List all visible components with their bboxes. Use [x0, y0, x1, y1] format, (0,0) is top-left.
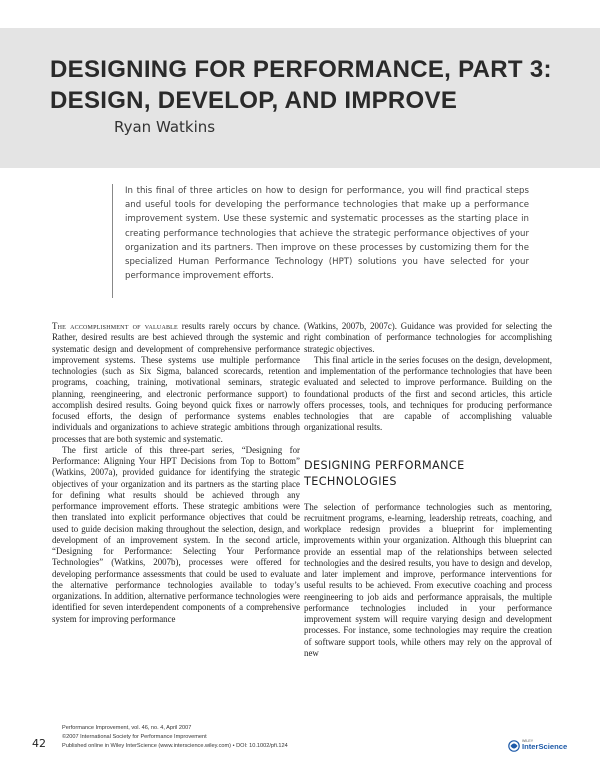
- opening-words: The accomplishment of valuable: [52, 321, 178, 331]
- publication-info: [62, 724, 362, 752]
- logo-wiley-text: WILEY: [522, 739, 534, 743]
- paragraph: The first article of this three-part series, “Designing for Performance: Aligning Your HPT Decisions from Top to Bottom” (Watkins, 2007a), provided guidance for identifying the strategic objectives of your organization and its partners as the starting place for defining what results should be achieved through any performance improvement efforts. These strategic ambitions were then translated into explicit performance objectives that could be used to guide decision making throughout the selection, design, and development of an improvement system. In the second article, “Designing for Performance: Selecting Your Performance Technologies” (Watkins, 2007b), processes were offered for developing performance assessments that could be used to evaluate the alternative performance technologies available to today’s organizations. In addition, alternative performance technologies were identified for seven interdependent components of a comprehensive system for improving performance: [52, 444, 300, 624]
- paragraph: (Watkins, 2007b, 2007c). Guidance was provided for selecting the right combination of performance technologies for accomplishing strategic objectives.: [304, 321, 552, 354]
- journal-citation: Performance Improvement, vol. 46, no. 4, April 2007: [62, 725, 192, 731]
- paragraph: The selection of performance technologies such as mentoring, recruitment programs, e-learning, leadership retreats, coaching, and workplace redesign provides a blueprint for implementing improvements within your organization. Although this blueprint can provide an essential map of the relationships between selected technologies and the desired results, you have to design and develop, and later implement and improve, performance interventions for useful results to be achieved. From executive coaching and process reengineering to job aids and performance appraisals, the multiple performance technologies included in your performance improvement system will require varying design and development processes. For instance, some technologies may require the creation of software support tools, while others may rely on the approval of new: [304, 501, 552, 658]
- right-column: [304, 321, 552, 659]
- paragraph-text: results rarely occurs by chance. Rather, desired results are best achieved through the systemic and systematic design and development of comprehensive performance improvement systems. These systems use multiple performance technologies (such as Six Sigma, balanced scorecards, retention programs, coaching, training, motivational seminars, strategic planning, reengineering, and electronic performance support) to accomplish desired results. Going beyond quick fixes or narrowly focused efforts, the design of performance systems enables individuals and organizations to achieve strategic ambitions through processes that are both systemic and systematic.: [52, 321, 300, 444]
- logo-mark-icon: [511, 744, 518, 749]
- section-heading: DESIGNING PERFORMANCE TECHNOLOGIES: [304, 458, 465, 488]
- abstract-text: In this final of three articles on how to design for performance, you will find practical steps and useful tools for developing the performance technologies that make up a performance improvement system. Use these systemic and systematic processes as the starting place in creating performance technologies that achieve the strategic performance objectives of your organization and its partners. Then improve on these processes by customizing them for the specialized Human Performance Technology (HPT) solutions you have selected for your performance improvement efforts.: [125, 186, 529, 282]
- page-number: 42: [32, 737, 46, 750]
- paragraph: [52, 321, 300, 445]
- author-name: Ryan Watkins: [114, 118, 216, 136]
- doi-line: Published online in Wiley InterScience (www.interscience.wiley.com) • DOI: 10.1002/pfi.124: [62, 743, 288, 750]
- publisher-logo: [508, 736, 570, 754]
- logo-interscience-text: InterScience: [522, 742, 568, 751]
- paragraph: This final article in the series focuses on the design, development, and implementation of the performance technologies that have been evaluated and selected to improve performance. Building on the foundational products of the first and second articles, this article offers processes, tools, and techniques for producing performance technologies that are capable of accomplishing valuable organizational results.: [304, 354, 552, 433]
- left-column: [52, 321, 300, 625]
- title-line-2: DESIGN, DEVELOP, AND IMPROVE: [50, 87, 458, 114]
- copyright-notice: ©2007 International Society for Performance Improvement: [62, 734, 207, 741]
- abstract: [112, 184, 529, 298]
- article-title: [50, 54, 570, 116]
- title-line-1: DESIGNING FOR PERFORMANCE, PART 3:: [50, 56, 552, 83]
